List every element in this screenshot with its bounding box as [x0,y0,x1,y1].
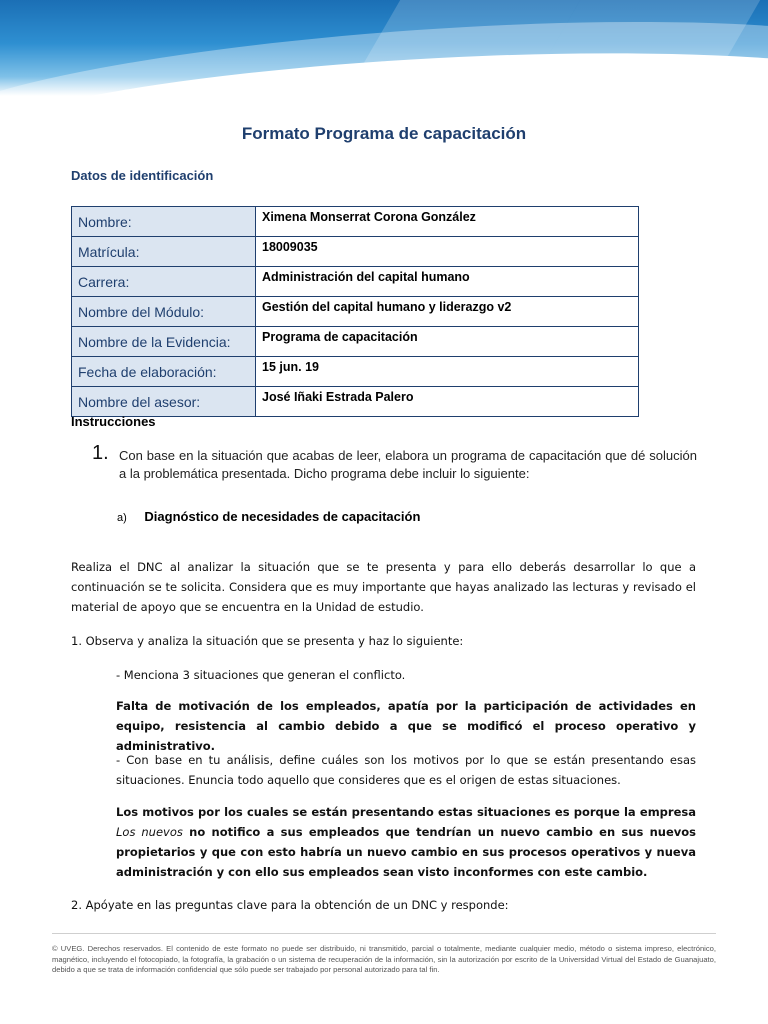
instructions-heading: Instrucciones [71,414,156,429]
field-value: José Iñaki Estrada Palero [256,387,639,417]
field-label: Nombre: [72,207,256,237]
sub-item-a [117,509,420,524]
field-value: Ximena Monserrat Corona González [256,207,639,237]
answer-text: no notifico a sus empleados que tendrían un nuevo cambio en sus nuevos propietarios y que con esto habría un nuevo cambio en sus procesos operativos y nueva administración y con ello sus empleados sean visto inconformes con este cambio. [116,825,697,879]
paragraph: Realiza el DNC al analizar la situación que se te presenta y para ello deberás desarrollar lo que a continuación se te solicita. Considera que es muy importante que hayas analizado las lecturas y revisado el material de apoyo que se encuentra en la Unidad de estudio. [71,560,696,614]
footer-copyright: © UVEG. Derechos reservados. El contenido de este formato no puede ser distribuido, ni transmitido, parcial o totalmente, mediante cualquier medio, método o sistema impreso, electrónico, magnético, incluyendo el fotocopiado, la fotografía, la grabación o un sistema de recuperación de la información, sin la autorización por escrito de la Universidad Virtual del Estado de Guanajuato, debido a que se trata de información confidencial que sólo puede ser trabajado por personal autorizado para tal fin. [52,944,716,974]
header-banner [0,0,768,96]
table-row [72,357,639,387]
field-value: Gestión del capital humano y liderazgo v2 [256,297,639,327]
table-row [72,387,639,417]
step-text: Con base en la situación que acabas de leer, elabora un programa de capacitación que dé solución a la problemática presentada. Dicho programa debe incluir lo siguiente: [119,448,697,481]
table-row [72,207,639,237]
field-label: Nombre del Módulo: [72,297,256,327]
table-row [72,297,639,327]
document-title: Formato Programa de capacitación [241,124,527,143]
step-1 [92,442,697,483]
footer-divider [52,933,716,934]
sub-item-text: Diagnóstico de necesidades de capacitación [144,509,421,524]
field-label: Nombre de la Evidencia: [72,327,256,357]
field-value: 15 jun. 19 [256,357,639,387]
field-label: Nombre del asesor: [72,387,256,417]
answer-paragraph [116,802,696,882]
paragraph: - Con base en tu análisis, define cuáles son los motivos por lo que se están presentando esas situaciones. Enuncia todo aquello que consideres que es el origen de estas situaciones. [116,753,696,787]
identification-table [71,206,639,417]
step-number: 1. [92,442,109,464]
paragraph: 2. Apóyate en las preguntas clave para la obtención de un DNC y responde: [71,898,509,912]
field-label: Carrera: [72,267,256,297]
section-title: Datos de identificación [71,168,214,183]
answer-text: Los motivos por los cuales se están presentando estas situaciones es porque la empresa [116,805,696,819]
answer-paragraph: Falta de motivación de los empleados, apatía por la participación de actividades en equipo, resistencia al cambio debido a que se modificó el proceso operativo y administrativo. [116,699,696,753]
paragraph: 1. Observa y analiza la situación que se presenta y haz lo siguiente: [71,634,464,648]
field-value: Administración del capital humano [256,267,639,297]
field-label: Fecha de elaboración: [72,357,256,387]
field-value: Programa de capacitación [256,327,639,357]
company-name: Los nuevos [116,825,183,839]
paragraph: - Menciona 3 situaciones que generan el conflicto. [116,668,406,682]
sub-item-letter: a) [117,512,127,524]
table-row [72,267,639,297]
field-label: Matrícula: [72,237,256,267]
table-row [72,237,639,267]
field-value: 18009035 [256,237,639,267]
table-row [72,327,639,357]
